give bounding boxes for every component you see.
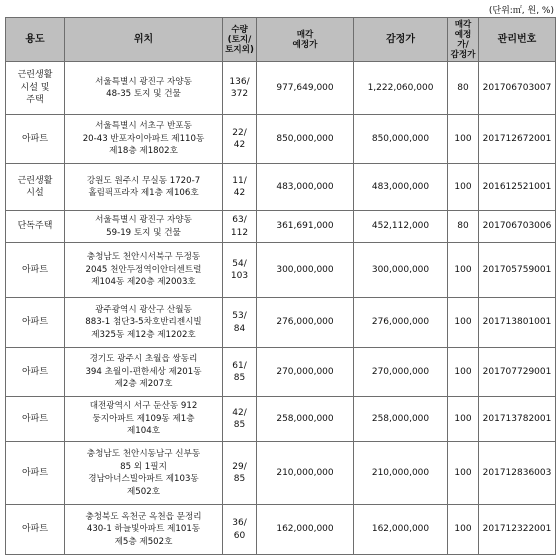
- row-appraisal: 483,000,000: [354, 164, 448, 211]
- row-location: 충청남도 천안시동남구 신부동 85 외 1필지 경남아너스빌아파트 제103동 제502호: [65, 442, 223, 505]
- header-row: [6, 18, 556, 62]
- row-location: 충청남도 천안시서북구 두정동 2045 천안두정역이안더센트럴 제104동 제20층 제2003호: [65, 243, 223, 298]
- row-sale-price: 850,000,000: [257, 115, 354, 164]
- unit-note: (단위:㎡, 원, %): [488, 6, 554, 16]
- header-use: 용도: [6, 18, 65, 62]
- row-appraisal: 162,000,000: [354, 505, 448, 555]
- row-appraisal: 258,000,000: [354, 397, 448, 442]
- table-row: [6, 62, 556, 115]
- header-sale-price: 매각 예정가: [257, 18, 354, 62]
- row-area: 11/ 42: [223, 164, 257, 211]
- row-use: 근린생활 시설 및 주택: [6, 62, 65, 115]
- row-appraisal: 452,112,000: [354, 211, 448, 243]
- row-use: 아파트: [6, 397, 65, 442]
- table-row: [6, 348, 556, 397]
- row-area: 53/ 84: [223, 298, 257, 348]
- row-location: 광주광역시 광산구 산월동 883-1 첨단3-5차호반리젠시빌 제325동 제12층 제1202호: [65, 298, 223, 348]
- row-ratio: 100: [448, 397, 479, 442]
- row-use: 아파트: [6, 115, 65, 164]
- row-sale-price: 300,000,000: [257, 243, 354, 298]
- row-location: 서울특별시 서초구 반포동 20-43 반포자이아파트 제110동 제18층 제1802호: [65, 115, 223, 164]
- row-ratio: 100: [448, 298, 479, 348]
- row-id: 201712672001: [479, 115, 556, 164]
- table-row: [6, 211, 556, 243]
- row-ratio: 80: [448, 211, 479, 243]
- row-ratio: 100: [448, 164, 479, 211]
- row-appraisal: 270,000,000: [354, 348, 448, 397]
- table-row: [6, 164, 556, 211]
- row-use: 아파트: [6, 505, 65, 555]
- table-row: [6, 442, 556, 505]
- row-sale-price: 162,000,000: [257, 505, 354, 555]
- row-area: 136/ 372: [223, 62, 257, 115]
- row-id: 201712836003: [479, 442, 556, 505]
- row-appraisal: 276,000,000: [354, 298, 448, 348]
- table-row: [6, 115, 556, 164]
- header-area: 수량 (토지/ 토지외): [223, 18, 257, 62]
- table-row: [6, 243, 556, 298]
- row-use: 근린생활 시설: [6, 164, 65, 211]
- row-ratio: 100: [448, 115, 479, 164]
- row-id: 201612521001: [479, 164, 556, 211]
- row-sale-price: 258,000,000: [257, 397, 354, 442]
- row-sale-price: 483,000,000: [257, 164, 354, 211]
- row-sale-price: 276,000,000: [257, 298, 354, 348]
- row-id: 201705759001: [479, 243, 556, 298]
- row-area: 42/ 85: [223, 397, 257, 442]
- header-location: 위치: [65, 18, 223, 62]
- table-row: [6, 505, 556, 555]
- row-id: 201713801001: [479, 298, 556, 348]
- row-use: 단독주택: [6, 211, 65, 243]
- row-appraisal: 300,000,000: [354, 243, 448, 298]
- row-sale-price: 210,000,000: [257, 442, 354, 505]
- row-ratio: 100: [448, 442, 479, 505]
- row-area: 29/ 85: [223, 442, 257, 505]
- row-sale-price: 977,649,000: [257, 62, 354, 115]
- row-sale-price: 361,691,000: [257, 211, 354, 243]
- row-location: 경기도 광주시 초월읍 쌍동리 394 초월이-편한세상 제201동 제2층 제207호: [65, 348, 223, 397]
- row-area: 61/ 85: [223, 348, 257, 397]
- row-appraisal: 850,000,000: [354, 115, 448, 164]
- row-area: 63/ 112: [223, 211, 257, 243]
- row-ratio: 100: [448, 505, 479, 555]
- row-id: 201706703007: [479, 62, 556, 115]
- header-appraisal: 감정가: [354, 18, 448, 62]
- header-id: 관리번호: [479, 18, 556, 62]
- table-row: [6, 397, 556, 442]
- property-sale-table: [5, 17, 556, 555]
- row-appraisal: 1,222,060,000: [354, 62, 448, 115]
- row-area: 36/ 60: [223, 505, 257, 555]
- row-location: 충청북도 옥천군 옥천읍 문정리 430-1 하늘빛아파트 제101동 제5층 제502호: [65, 505, 223, 555]
- row-id: 201713782001: [479, 397, 556, 442]
- row-ratio: 80: [448, 62, 479, 115]
- table-row: [6, 298, 556, 348]
- row-id: 201712322001: [479, 505, 556, 555]
- row-id: 201707729001: [479, 348, 556, 397]
- row-ratio: 100: [448, 243, 479, 298]
- row-location: 서울특별시 광진구 자양동 59-19 토지 및 건물: [65, 211, 223, 243]
- row-use: 아파트: [6, 243, 65, 298]
- row-appraisal: 210,000,000: [354, 442, 448, 505]
- row-location: 대전광역시 서구 둔산동 912 둥지아파트 제109동 제1층 제104호: [65, 397, 223, 442]
- row-ratio: 100: [448, 348, 479, 397]
- row-use: 아파트: [6, 348, 65, 397]
- row-location: 서울특별시 광진구 자양동 48-35 토지 및 건물: [65, 62, 223, 115]
- header-ratio: 매각 예정가/ 감정가: [448, 18, 479, 62]
- row-sale-price: 270,000,000: [257, 348, 354, 397]
- row-id: 201706703006: [479, 211, 556, 243]
- row-area: 22/ 42: [223, 115, 257, 164]
- row-area: 54/ 103: [223, 243, 257, 298]
- row-use: 아파트: [6, 298, 65, 348]
- row-use: 아파트: [6, 442, 65, 505]
- row-location: 강원도 원주시 무실동 1720-7 홀림픽프라자 제1층 제106호: [65, 164, 223, 211]
